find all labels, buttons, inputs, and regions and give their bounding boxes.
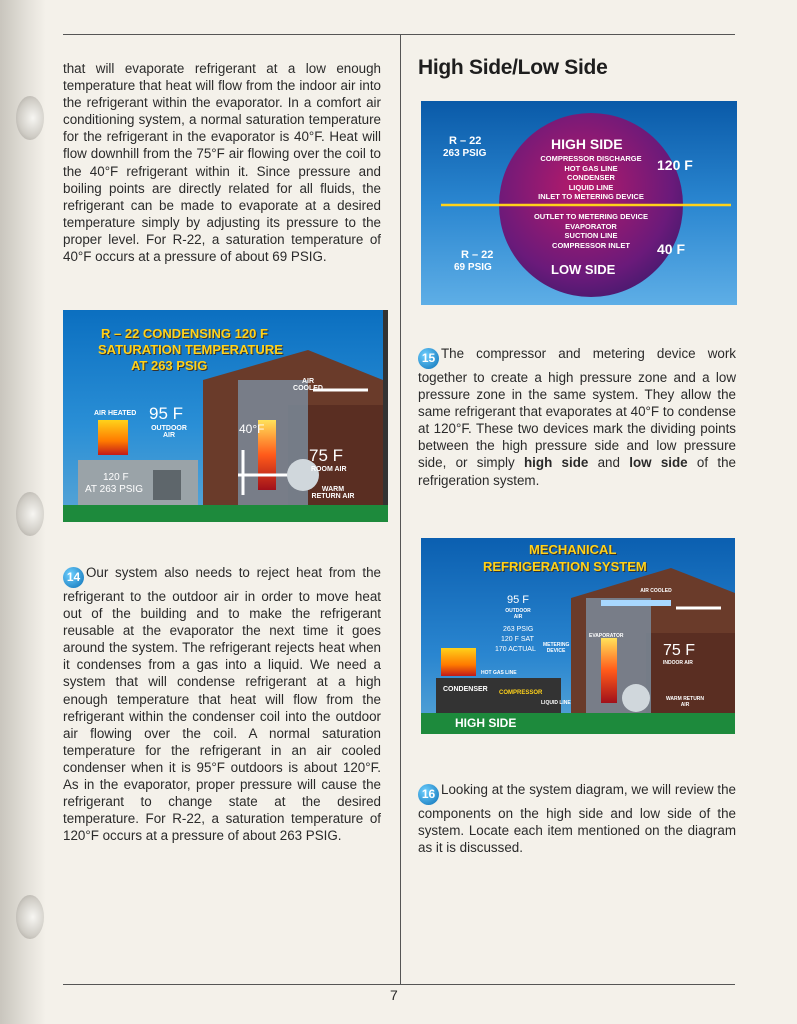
high-side-list [511, 154, 671, 202]
binder-hole [16, 492, 44, 536]
low-side-list [511, 212, 671, 250]
room-air-label: ROOM AIR [311, 466, 347, 473]
outdoor-air-label: OUTDOOR AIR [151, 425, 187, 439]
figure-high-low-side [421, 101, 737, 305]
warm-return-label: WARM RETURN AIR [311, 486, 355, 500]
temp-high-label: 120 F [657, 157, 693, 173]
temp-low-label: 40 F [657, 241, 686, 257]
condenser-psig-label: AT 263 PSIG [85, 484, 143, 495]
coil-temp-label: 40°F [239, 422, 265, 436]
mech-title-line1: MECHANICAL [529, 542, 617, 557]
high-side-term: high side [523, 455, 589, 471]
mech-outdoor-temp: 95 F [507, 594, 530, 606]
paragraph-15-text: The compressor and metering device work together to create a high pressure zone and a low pressure zone in the same system. They allow the same refrigerant that evaporates at 40°F to condense at 120°F. These two devices mark the dividing points between the high pressure side and low pressure side, or simply [418, 346, 736, 471]
figure-condensing-temperature [63, 310, 388, 522]
r22-top-label: R – 22 [449, 135, 482, 147]
paragraph-evaporation: that will evaporate refrigerant at a low enough temperature that heat will flow from the indoor air into the refrigerant within the evaporator. In a comfort air conditioning system, a normal saturation temperature for the refrigerant in the evaporator is 40°F. Heat will flow downhill from the 75°F air flowing over the coil to the 40°F refrigerant within it. Since pressure and boiling points are directly related for all fluids, the refrigerant can be made to evaporate at a desired temperature simply by adjusting its pressure to the proper level. For R-22, a saturation temperature of 40°F occurs at a pressure of about 69 PSIG. [63, 61, 381, 265]
top-rule [63, 34, 735, 35]
page-number: 7 [390, 987, 398, 1003]
condenser-temp-label: 120 F [103, 472, 129, 483]
fig-title-line3: AT 263 PSIG [131, 358, 208, 373]
mech-indoor-temp: 75 F [663, 642, 696, 659]
fig-title-line1: R – 22 CONDENSING 120 F [101, 326, 268, 341]
mech-hot-gas: HOT GAS LINE [481, 670, 517, 676]
step-badge-14: 14 [63, 567, 84, 588]
paragraph-16 [418, 781, 736, 856]
mech-compressor: COMPRESSOR [499, 690, 543, 696]
low-side-label: LOW SIDE [551, 262, 616, 277]
binder-hole [16, 895, 44, 939]
mech-evaporator: EVAPORATOR [589, 633, 624, 639]
psig-bottom-label: 69 PSIG [454, 262, 492, 273]
outdoor-temp-label: 95 F [149, 404, 184, 423]
high-item: COMPRESSOR DISCHARGE [540, 154, 642, 163]
heading-high-side-low-side: High Side/Low Side [418, 56, 608, 79]
paragraph-15 [418, 345, 736, 489]
air-heated-label: AIR HEATED [94, 410, 137, 417]
mech-actual: 170 ACTUAL [495, 646, 536, 653]
binder-hole [16, 96, 44, 140]
paragraph-14-text: Our system also needs to reject heat from the refrigerant to the outdoor air in order to move heat out of the building and to make the refrigerant reusable at the evaporator the next time it goes around the system. The refrigerant rejects heat when it condenses from a gas into a liquid. We need a system that will condense refrigerant at a high enough temperature that heat will flow from the refrigerant within the condenser coil into the outdoor air flowing over the coil. A normal saturation temperature for the refrigerant in an air cooled condenser when it is 95°F outdoors is about 120°F. As in the evaporator, proper pressure will cause the refrigerant to change state at the desired temperature. For R-22, a saturation temperature of 120°F occurs at a pressure of about 263 PSIG. [63, 565, 381, 844]
air-cooled-label: AIR COOLED [293, 378, 323, 392]
mech-condenser: CONDENSER [443, 686, 488, 693]
low-side-term: low side [629, 455, 688, 471]
paragraph-15-end: of the refrigeration system. [418, 455, 736, 488]
bottom-rule [63, 984, 735, 985]
mech-psig: 263 PSIG [503, 626, 534, 633]
high-item: INLET TO METERING DEVICE [538, 192, 644, 202]
mech-warm-return: WARM RETURN AIR [665, 696, 705, 708]
figure-mechanical-refrigeration [421, 538, 735, 734]
low-item: OUTLET TO METERING DEVICE [533, 212, 649, 221]
low-item: COMPRESSOR INLET [552, 240, 630, 250]
r22-bottom-label: R – 22 [461, 249, 494, 261]
mech-sat: 120 F SAT [501, 636, 534, 643]
column-divider [400, 34, 401, 984]
room-temp-label: 75 F [309, 446, 344, 465]
low-item: SUCTION LINE [564, 231, 618, 241]
high-side-label: HIGH SIDE [551, 136, 623, 152]
paragraph-14 [63, 564, 381, 844]
high-item: CONDENSER [567, 173, 615, 183]
mech-liquid-line: LIQUID LINE [541, 700, 571, 706]
mech-metering: METERING DEVICE [543, 642, 570, 654]
mech-indoor-air: INDOOR AIR [663, 660, 693, 666]
mech-high-side: HIGH SIDE [455, 716, 517, 730]
mech-air-cooled: AIR COOLED [640, 588, 672, 594]
low-item: EVAPORATOR [565, 221, 617, 231]
high-item: HOT GAS LINE [564, 163, 618, 173]
mech-title-line2: REFRIGERATION SYSTEM [483, 559, 647, 574]
high-item: LIQUID LINE [568, 182, 614, 192]
step-badge-16: 16 [418, 784, 439, 805]
fig-title-line2: SATURATION TEMPERATURE [98, 342, 283, 357]
and-text: and [588, 455, 630, 471]
paragraph-16-text: Looking at the system diagram, we will review the components on the high side and low side of the system. Locate each item mentioned on the diagram as it is discussed. [418, 782, 736, 856]
step-badge-15: 15 [418, 348, 439, 369]
psig-top-label: 263 PSIG [443, 148, 487, 159]
mech-outdoor-air: OUTDOOR AIR [505, 608, 531, 620]
